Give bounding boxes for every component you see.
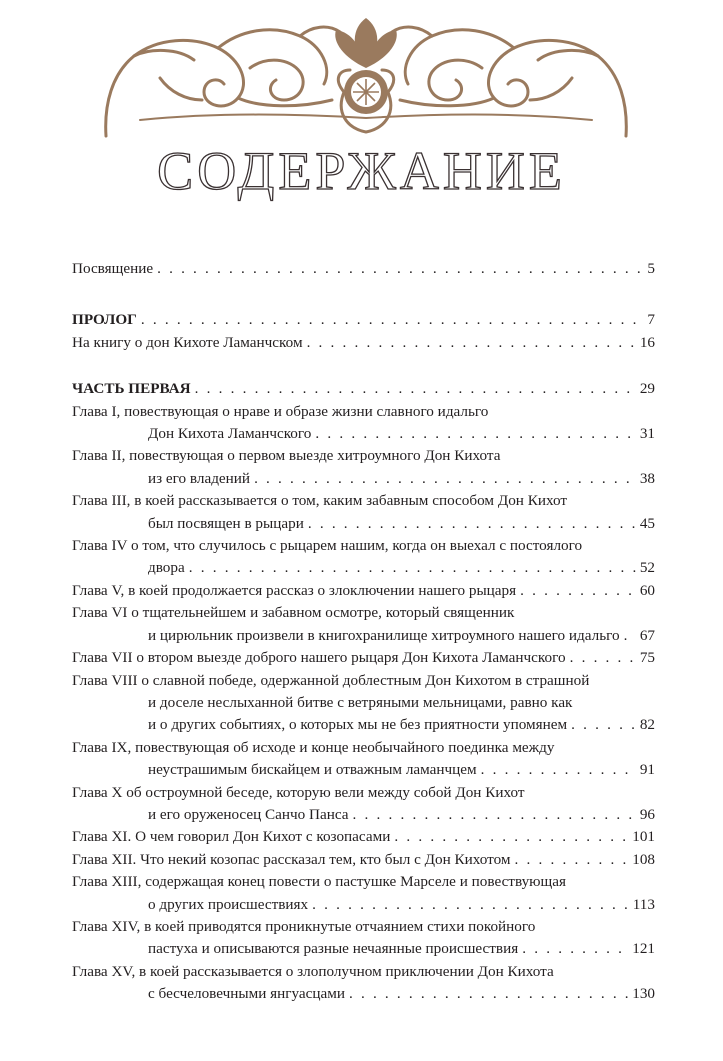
entry-line: Глава I, повествующая о нраве и образе жизни славного идальго	[72, 402, 489, 420]
dot-leader	[522, 938, 628, 960]
toc-entry-chapter-5	[72, 580, 655, 602]
toc-entry-part-one	[72, 378, 655, 400]
entry-line: Глава II, повествующая о первом выезде хитроумного Дон Кихота	[72, 447, 501, 465]
entry-line: Глава IV о том, что случилось с рыцарем нашим, когда он выехал с постоялого	[72, 537, 583, 555]
toc-entry-chapter-10	[72, 782, 655, 827]
entry-line: Глава XV, в коей рассказывается о злополучном приключении Дон Кихота	[72, 962, 554, 980]
dot-leader	[308, 513, 636, 535]
entry-line: пастуха и описываются разные нечаянные происшествия	[148, 940, 519, 958]
page-number: 5	[647, 260, 655, 277]
page-number: 67	[639, 626, 655, 644]
entry-line: двора	[148, 559, 185, 577]
entry-line: Глава IX, повествующая об исходе и конце необычайного поединка между	[72, 738, 555, 756]
toc-entry-chapter-14	[72, 916, 655, 961]
page-number: 96	[639, 805, 655, 823]
entry-line: неустрашимым бискайцем и отважным ламанчцем	[148, 761, 477, 779]
page-number: 113	[632, 895, 655, 913]
toc-entry-chapter-1	[72, 401, 655, 446]
entry-line: был посвящен в рыцари	[148, 514, 304, 532]
page-number: 60	[639, 581, 655, 599]
dot-leader	[349, 983, 628, 1005]
dot-leader	[520, 580, 636, 602]
page-number: 121	[632, 940, 655, 958]
entry-line: и доселе неслыханной битве с ветряными мельницами, равно как	[148, 693, 573, 711]
toc-entry-chapter-6	[72, 602, 655, 647]
entry-title: Посвящение	[72, 260, 154, 277]
entry-line: Глава X об остроумной беседе, которую вели между собой Дон Кихот	[72, 783, 525, 801]
dot-leader	[189, 557, 636, 579]
page-number: 29	[639, 380, 655, 398]
page-number: 7	[647, 311, 655, 329]
page-number: 45	[639, 514, 655, 532]
toc-entry-chapter-15	[72, 961, 655, 1006]
page-number: 91	[639, 761, 655, 779]
entry-line: Глава XIV, в коей приводятся проникнутые отчаянием стихи покойного	[72, 917, 536, 935]
page-number: 38	[639, 469, 655, 487]
entry-title: На книгу о дон Кихоте Ламанчском	[72, 333, 303, 351]
entry-line: Глава XI. О чем говорил Дон Кихот с козопасами	[72, 828, 391, 846]
toc-entry	[72, 332, 655, 354]
dot-leader	[353, 804, 636, 826]
dot-leader	[312, 894, 629, 916]
entry-title: ЧАСТЬ ПЕРВАЯ	[72, 380, 191, 398]
page-number: 101	[632, 828, 655, 846]
dot-leader	[515, 849, 629, 871]
entry-line: с бесчеловечными янгуасцами	[148, 985, 345, 1003]
toc-entry-chapter-12	[72, 849, 655, 871]
table-of-contents	[72, 258, 655, 1006]
toc-entry-chapter-13	[72, 871, 655, 916]
dot-leader	[315, 423, 635, 445]
dot-leader	[624, 625, 636, 647]
entry-line: и цирюльник произвели в книгохранилище хитроумного нашего идальго	[148, 626, 620, 644]
entry-line: о других происшествиях	[148, 895, 309, 913]
dot-leader	[157, 258, 643, 280]
entry-line: Дон Кихота Ламанчского	[148, 425, 312, 443]
entry-line: Глава XIII, содержащая конец повести о пастушке Марселе и повествующая	[72, 873, 566, 891]
entry-title: ПРОЛОГ	[72, 311, 137, 329]
dot-leader	[195, 378, 636, 400]
toc-entry-chapter-8	[72, 670, 655, 737]
entry-line: из его владений	[148, 469, 251, 487]
entry-line: Глава V, в коей продолжается рассказ о злоключении нашего рыцаря	[72, 581, 517, 599]
toc-entry-prologue	[72, 309, 655, 331]
toc-entry-chapter-7	[72, 647, 655, 669]
toc-entry-dedication	[72, 258, 655, 280]
dot-leader	[570, 647, 636, 669]
page-number: 108	[632, 850, 655, 868]
entry-line: Глава VIII о славной победе, одержанной доблестным Дон Кихотом в страшной	[72, 671, 590, 689]
toc-entry-chapter-3	[72, 490, 655, 535]
page-number: 52	[639, 559, 655, 577]
page-number: 16	[639, 333, 655, 351]
decorative-ornament	[100, 8, 632, 143]
entry-line: и о других событиях, о которых мы не без приятности упомянем	[148, 716, 568, 734]
entry-line: Глава III, в коей рассказывается о том, каким забавным способом Дон Кихот	[72, 492, 568, 510]
page-number: 130	[632, 985, 655, 1003]
entry-line: Глава XII. Что некий козопас рассказал тем, кто был с Дон Кихотом	[72, 850, 511, 868]
toc-entry-chapter-9	[72, 737, 655, 782]
toc-entry-chapter-2	[72, 445, 655, 490]
entry-line: и его оруженосец Санчо Панса	[148, 805, 349, 823]
page-number: 75	[639, 649, 655, 667]
entry-line: Глава VI о тщательнейшем и забавном осмотре, который священник	[72, 604, 515, 622]
dot-leader	[571, 714, 636, 736]
dot-leader	[394, 826, 628, 848]
dot-leader	[307, 332, 636, 354]
dot-leader	[254, 468, 636, 490]
entry-line: Глава VII о втором выезде доброго нашего рыцаря Дон Кихота Ламанчского	[72, 649, 566, 667]
toc-entry-chapter-11	[72, 826, 655, 848]
dot-leader	[141, 309, 644, 331]
toc-entry-chapter-4	[72, 535, 655, 580]
page-number: 31	[639, 425, 655, 443]
dot-leader	[481, 759, 636, 781]
page-title: СОДЕРЖАНИЕ	[157, 141, 566, 201]
page-number: 82	[639, 716, 655, 734]
